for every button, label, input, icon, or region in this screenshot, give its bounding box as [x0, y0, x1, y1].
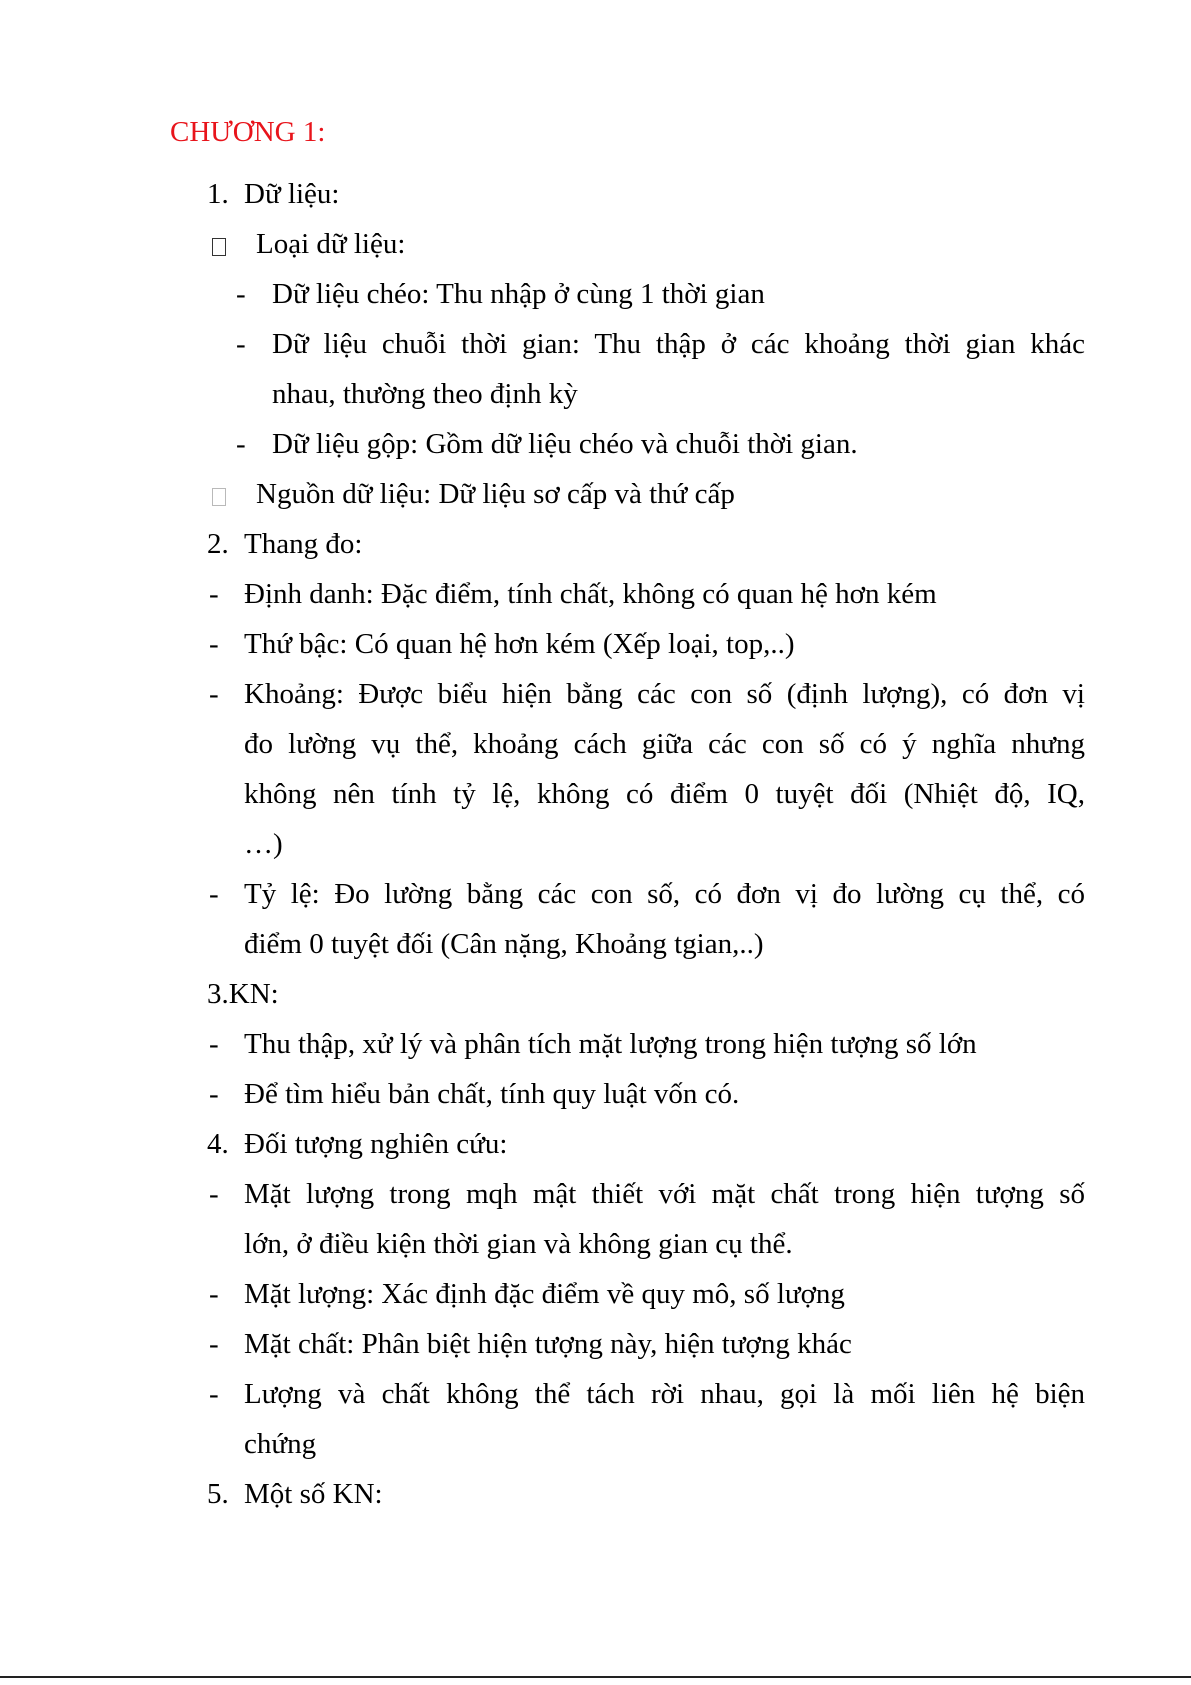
- section-5-heading: Một số KN:: [244, 1478, 383, 1510]
- section-4-number: 4.: [207, 1128, 229, 1160]
- dash-marker: -: [236, 428, 246, 460]
- concept-line-2: Để tìm hiểu bản chất, tính quy luật vốn có.: [244, 1078, 740, 1110]
- scale-interval-cont-3: …): [244, 828, 283, 860]
- dash-marker: -: [209, 878, 219, 910]
- object-line-1-cont: lớn, ở điều kiện thời gian và không gian cụ thể.: [244, 1228, 793, 1260]
- dash-marker: -: [209, 1078, 219, 1110]
- data-type-timeseries: Dữ liệu chuỗi thời gian: Thu thập ở các khoảng thời gian khác: [272, 328, 1085, 360]
- dash-marker: -: [209, 1378, 219, 1410]
- dash-marker: -: [209, 578, 219, 610]
- checkbox-icon: [212, 238, 226, 256]
- dash-marker: -: [209, 1178, 219, 1210]
- section-2-heading: Thang đo:: [244, 528, 363, 560]
- concept-line-1: Thu thập, xử lý và phân tích mặt lượng trong hiện tượng số lớn: [244, 1028, 977, 1060]
- dash-marker: -: [209, 1278, 219, 1310]
- scale-ratio-cont: điểm 0 tuyệt đối (Cân nặng, Khoảng tgian,..): [244, 928, 764, 960]
- section-4-heading: Đối tượng nghiên cứu:: [244, 1128, 508, 1160]
- object-line-dialectic: Lượng và chất không thể tách rời nhau, gọi là mối liên hệ biện: [244, 1378, 1085, 1410]
- section-1-number: 1.: [207, 178, 229, 210]
- data-type-pooled: Dữ liệu gộp: Gồm dữ liệu chéo và chuỗi thời gian.: [272, 428, 858, 460]
- chapter-title: CHƯƠNG 1:: [170, 116, 326, 148]
- dash-marker: -: [209, 1328, 219, 1360]
- dash-marker: -: [236, 278, 246, 310]
- section-5-number: 5.: [207, 1478, 229, 1510]
- object-line-dialectic-cont: chứng: [244, 1428, 317, 1460]
- section-3-heading: 3.KN:: [207, 978, 279, 1010]
- data-type-cross: Dữ liệu chéo: Thu nhập ở cùng 1 thời gian: [272, 278, 765, 310]
- scale-interval: Khoảng: Được biểu hiện bằng các con số (định lượng), có đơn vị: [244, 678, 1085, 710]
- object-line-1: Mặt lượng trong mqh mật thiết với mặt chất trong hiện tượng số: [244, 1178, 1085, 1210]
- dash-marker: -: [209, 628, 219, 660]
- data-types-heading: Loại dữ liệu:: [256, 228, 406, 260]
- checkbox-icon: [212, 488, 226, 506]
- data-type-timeseries-cont: nhau, thường theo định kỳ: [272, 378, 578, 410]
- object-line-quantity: Mặt lượng: Xác định đặc điểm về quy mô, số lượng: [244, 1278, 845, 1310]
- scale-interval-cont-2: không nên tính tỷ lệ, không có điểm 0 tuyệt đối (Nhiệt độ, IQ,: [244, 778, 1085, 810]
- dash-marker: -: [209, 1028, 219, 1060]
- page-bottom-rule: [0, 1676, 1191, 1678]
- scale-interval-cont-1: đo lường vụ thể, khoảng cách giữa các con số có ý nghĩa nhưng: [244, 728, 1085, 760]
- section-1-heading: Dữ liệu:: [244, 178, 340, 210]
- section-2-number: 2.: [207, 528, 229, 560]
- data-source: Nguồn dữ liệu: Dữ liệu sơ cấp và thứ cấp: [256, 478, 735, 510]
- scale-ordinal: Thứ bậc: Có quan hệ hơn kém (Xếp loại, top,..): [244, 628, 795, 660]
- object-line-quality: Mặt chất: Phân biệt hiện tượng này, hiện tượng khác: [244, 1328, 852, 1360]
- scale-ratio: Tỷ lệ: Đo lường bằng các con số, có đơn vị đo lường cụ thể, có: [244, 878, 1085, 910]
- scale-nominal: Định danh: Đặc điểm, tính chất, không có quan hệ hơn kém: [244, 578, 937, 610]
- dash-marker: -: [236, 328, 246, 360]
- dash-marker: -: [209, 678, 219, 710]
